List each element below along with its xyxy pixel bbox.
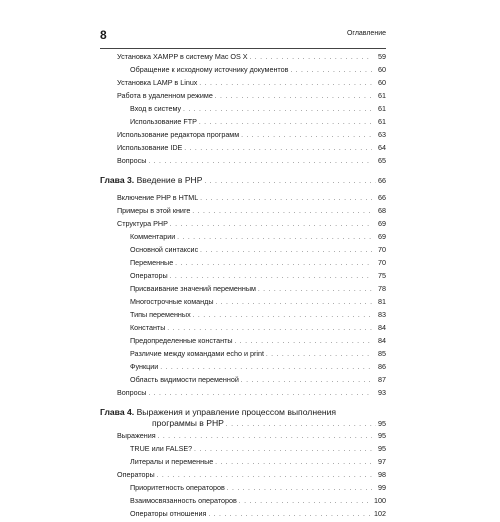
table-of-contents [100,52,386,522]
toc-entry-title: Выражения [117,431,156,440]
dot-leader [158,434,372,440]
toc-entry-page: 60 [378,65,386,74]
dot-leader [170,274,372,280]
dot-leader [290,68,372,74]
toc-entry [100,457,386,470]
dot-leader [177,235,372,241]
dot-leader [200,248,372,254]
dot-leader [235,339,372,345]
dot-leader [175,261,372,267]
toc-entry-page: 95 [378,444,386,453]
toc-entry-page: 97 [378,457,386,466]
dot-leader [215,94,372,100]
chapter-title: Введение в PHP [136,175,203,185]
toc-entry-page: 87 [378,375,386,384]
chapter-page: 95 [378,419,386,428]
toc-entry-page: 60 [378,78,386,87]
dot-leader [216,300,372,306]
toc-entry [100,156,386,169]
toc-entry-title: Приоритетность операторов [130,483,225,492]
dot-leader [241,378,372,384]
toc-entry-title: Использование редактора программ [117,130,240,139]
toc-entry [100,258,386,271]
dot-leader [192,209,372,215]
toc-entry-page: 98 [378,470,386,479]
toc-entry-title: Вопросы [117,388,147,397]
toc-entry-page: 99 [378,483,386,492]
toc-group [100,193,386,401]
toc-entry-page: 102 [374,509,386,518]
toc-entry-page: 66 [378,193,386,202]
toc-entry-title: Область видимости переменной [130,375,239,384]
toc-entry [100,65,386,78]
toc-entry-title: Переменные [130,258,174,267]
toc-entry-page: 83 [378,310,386,319]
toc-entry-page: 85 [378,349,386,358]
toc-entry-title: Структура PHP [117,219,168,228]
dot-leader [227,486,372,492]
dot-leader [184,146,372,152]
toc-entry [100,496,386,509]
toc-entry [100,336,386,349]
toc-entry-page: 75 [378,271,386,280]
toc-entry-title: Использование FTP [130,117,197,126]
toc-entry-title: Использование IDE [117,143,183,152]
toc-entry-title: Литералы и переменные [130,457,214,466]
toc-entry [100,470,386,483]
toc-entry [100,193,386,206]
toc-entry-title: Функции [130,362,159,371]
toc-entry-title: Присваивание значений переменным [130,284,256,293]
page-number: 8 [100,28,107,42]
toc-entry-title: Константы [130,323,166,332]
toc-entry [100,130,386,143]
toc-entry-title: Операторы отношения [130,509,207,518]
dot-leader [241,133,372,139]
chapter-page: 66 [378,176,386,185]
toc-entry-page: 84 [378,336,386,345]
toc-entry [100,232,386,245]
toc-entry [100,219,386,232]
toc-entry-page: 65 [378,156,386,165]
dot-leader [199,81,372,87]
dot-leader [208,512,372,518]
toc-entry-page: 81 [378,297,386,306]
toc-entry [100,91,386,104]
toc-entry-title: Многострочные команды [130,297,214,306]
toc-entry [100,284,386,297]
toc-entry-title: Типы переменных [130,310,191,319]
toc-entry-title: Обращение к исходному источнику документов [130,65,289,74]
toc-entry-title: Включение PHP в HTML [117,193,199,202]
dot-leader [266,352,372,358]
dot-leader [205,179,377,185]
dot-leader [167,326,372,332]
dot-leader [194,447,372,453]
toc-entry-title: TRUE или FALSE? [130,444,193,453]
toc-entry-page: 93 [378,388,386,397]
toc-entry [100,117,386,130]
toc-entry [100,271,386,284]
toc-entry [100,349,386,362]
toc-entry-title: Установка XAMPP в систему Mac OS X [117,52,248,61]
toc-entry [100,78,386,91]
chapter-heading [100,175,386,189]
chapter-title-line2: программы в PHP [152,418,224,428]
toc-entry [100,297,386,310]
toc-entry-title: Основной синтаксис [130,245,199,254]
toc-entry-title: Работа в удаленном режиме [117,91,213,100]
toc-entry [100,483,386,496]
toc-entry-title: Вопросы [117,156,147,165]
chapter-heading [100,407,386,431]
toc-entry-page: 61 [378,117,386,126]
toc-group [100,431,386,522]
toc-entry [100,206,386,219]
toc-entry-page: 84 [378,323,386,332]
dot-leader [226,420,376,431]
toc-entry-page: 70 [378,258,386,267]
toc-entry-page: 61 [378,91,386,100]
toc-entry-page: 78 [378,284,386,293]
toc-entry-title: Взаимосвязанность операторов [130,496,237,505]
dot-leader [193,313,372,319]
dot-leader [157,473,372,479]
chapter-label: Глава 3. [100,175,135,185]
toc-entry-page: 100 [374,496,386,505]
dot-leader [148,391,372,397]
toc-entry [100,431,386,444]
toc-entry-title: Различие между командами echo и print [130,349,264,358]
toc-entry-title: Вход в систему [130,104,182,113]
dot-leader [250,55,372,61]
toc-entry [100,362,386,375]
chapter-label: Глава 4. [100,407,135,417]
toc-entry-title: Установка LAMP в Linux [117,78,198,87]
toc-entry-page: 70 [378,245,386,254]
dot-leader [200,196,372,202]
toc-entry-page: 68 [378,206,386,215]
toc-entry [100,310,386,323]
toc-entry [100,323,386,336]
toc-entry-page: 69 [378,232,386,241]
toc-entry-title: Операторы [117,470,155,479]
page-header [100,28,386,49]
toc-entry-title: Предопределенные константы [130,336,233,345]
toc-entry-title: Примеры в этой книге [117,206,191,215]
toc-entry [100,444,386,457]
dot-leader [183,107,372,113]
running-head: Оглавление [346,30,386,37]
toc-entry-title: Комментарии [130,232,176,241]
toc-entry-page: 86 [378,362,386,371]
dot-leader [258,287,372,293]
toc-entry [100,104,386,117]
toc-entry-page: 59 [378,52,386,61]
toc-entry-title: Операторы [130,271,168,280]
dot-leader [170,222,372,228]
toc-entry-page: 61 [378,104,386,113]
dot-leader [215,460,372,466]
toc-entry [100,52,386,65]
toc-group [100,52,386,169]
toc-entry-page: 95 [378,431,386,440]
toc-entry-page: 63 [378,130,386,139]
dot-leader [199,120,372,126]
toc-entry [100,388,386,401]
toc-entry-page: 69 [378,219,386,228]
toc-entry [100,509,386,522]
dot-leader [160,365,372,371]
dot-leader [148,159,372,165]
toc-entry [100,375,386,388]
toc-entry [100,245,386,258]
toc-entry [100,143,386,156]
toc-entry-page: 64 [378,143,386,152]
chapter-title-line1: Выражения и управление процессом выполнения [136,407,337,417]
